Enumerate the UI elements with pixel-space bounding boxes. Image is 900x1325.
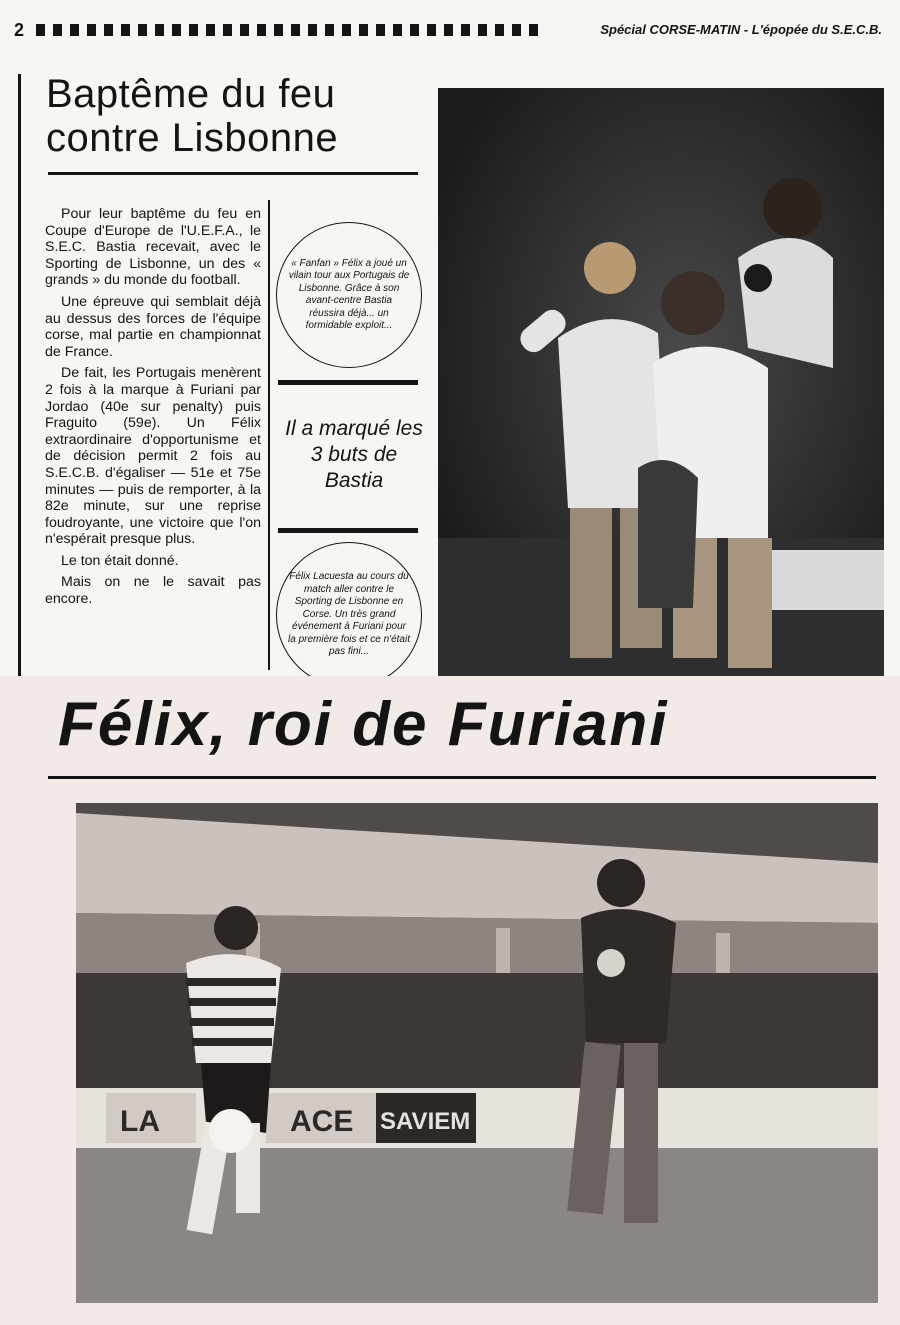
caption-text: Félix Lacuesta au cours du match aller contre le Sporting de Lisbonne en Corse. Un très grand événement à Furiani pour la première fois et ce n'était pas fini... <box>288 571 410 658</box>
board-text: SAVIEM <box>380 1108 471 1135</box>
page-number: 2 <box>14 20 25 40</box>
column-divider <box>268 200 270 670</box>
article-paragraph: De fait, les Portugais menèrent 2 fois à la marque à Furiani par Jordao (40e sur penalty) puis Fraguito (59e). Un Félix extraordinaire d'opportunisme et de décision permit 2 fois au S.E.C.B. d'égaliser — 51e et 75e minutes — puis de remporter, à la 82e minute, sur une reprise foudroyante, une victoire que l'on n'espérait presque plus. <box>45 365 261 548</box>
photo-caption-fanfan <box>276 222 422 368</box>
pullquote: Il a marqué les 3 buts de Bastia <box>285 417 423 492</box>
header-dash-rule <box>36 24 546 36</box>
article-body <box>45 206 261 613</box>
feature-headline-underline <box>48 776 876 779</box>
board-text: LA <box>120 1105 160 1138</box>
match-photo-header-duel <box>438 88 884 676</box>
running-head: Spécial CORSE-MATIN - L'épopée du S.E.C.B. <box>600 22 882 37</box>
pullquote-rule-top <box>278 380 418 385</box>
feature-headline: Félix, roi de Furiani <box>58 690 669 759</box>
match-photo-stadium <box>76 803 878 1303</box>
caption-text: « Fanfan » Félix a joué un vilain tour aux Portugais de Lisbonne. Grâce à son avant-centre Bastia réussira déjà... un formidable exploit... <box>288 257 410 331</box>
article-headline: Baptême du feu contre Lisbonne <box>46 72 339 160</box>
board-text: ACE <box>290 1105 354 1138</box>
photo-caption-lacuesta <box>276 542 422 688</box>
pullquote-rule-bottom <box>278 528 418 533</box>
article-paragraph: Le ton était donné. <box>61 552 179 569</box>
headline-underline <box>48 172 418 175</box>
article-paragraph: Mais on ne le savait pas encore. <box>45 574 261 608</box>
article-paragraph: Une épreuve qui semblait déjà au dessus des forces de l'équipe corse, mal partie en championnat de France. <box>45 293 261 360</box>
article-paragraph: Pour leur baptême du feu en Coupe d'Europe de l'U.E.F.A., le S.E.C. Bastia recevait, avec le Sporting de Lisbonne, un des « grands » du monde du football. <box>45 206 261 289</box>
